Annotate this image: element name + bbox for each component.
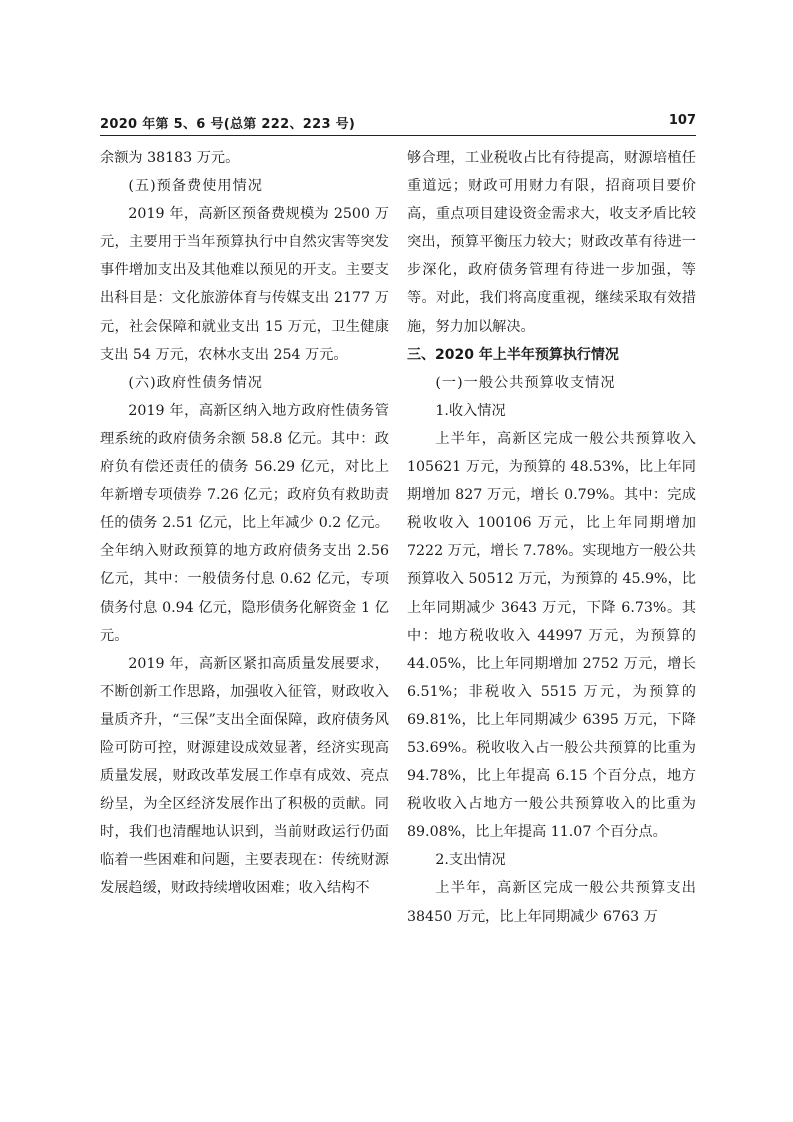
running-header	[100, 113, 696, 135]
section-heading-general-budget: (一)一般公共预算收支情况	[435, 374, 616, 391]
section-heading-government-debt: (六)政府性债务情况	[128, 374, 263, 391]
paragraph-summary: 2019 年，高新区紧扣高质量发展要求，不断创新工作思路，加强收入征管，财政收入量质齐升，“三保”支出全面保障，政府债务风险可防可控，财源建设成效显著，经济实现高质量发展，财政改革发展工作卓有成效、亮点纷呈，为全区经济发展作出了积极的贡献。同时，我们也清醒地认识到，当前财政运行仍面临着一些困难和问题，主要表现在：传统财源发展趋缓，财政持续增收困难；收入结构不	[100, 655, 389, 897]
paragraph-income: 上半年，高新区完成一般公共预算收入 105621 万元，为预算的 48.53%，比上年同期增加 827 万元，增长 0.79%。其中：完成税收收入 100106 万元，比上年同期增加 7222 万元，增长 7.78%。实现地方一般公共预算收入 50512 万元，为预算的 45.9%，比上年同期减少 3643 万元，下降 6.73%。其中：地方税收收入 44997 万元，为预算的 44.05%，比上年同期增加 2752 万元，增长 6.51%；非税收入 5515 万元，为预算的 69.81%，比上年同期减少 6395 万元，下降 53.69%。税收收入占一般公共预算的比重为 94.78%，比上年提高 6.15 个百分点，地方税收收入占地方一般公共预算收入的比重为 89.08%，比上年提高 11.07 个百分点。	[407, 430, 696, 841]
left-column	[100, 144, 389, 903]
section-heading-reserve-fund: (五)预备费使用情况	[128, 178, 263, 195]
subheading-expenditure: 2.支出情况	[435, 852, 506, 869]
right-column	[407, 144, 696, 931]
journal-issue: 2020 年第 5、6 号(总第 222、223 号)	[100, 117, 356, 132]
subheading-income: 1.收入情况	[435, 402, 506, 419]
header-rule	[100, 135, 696, 136]
paragraph-government-debt: 2019 年，高新区纳入地方政府性债务管理系统的政府债务余额 58.8 亿元。其中：政府负有偿还责任的债务 56.29 亿元，对比上年新增专项债券 7.26 亿元；政府负有救助责任的债务 2.51 亿元，比上年减少 0.2 亿元。全年纳入财政预算的地方政府债务支出 2.56 亿元，其中：一般债务付息 0.62 亿元，专项债务付息 0.94 亿元，隐形债务化解资金 1 亿元。	[100, 402, 389, 644]
page-number: 107	[668, 113, 696, 128]
paragraph-reserve-fund: 2019 年，高新区预备费规模为 2500 万元，主要用于当年预算执行中自然灾害等突发事件增加支出及其他难以预见的开支。主要支出科目是：文化旅游体育与传媒支出 2177 万元，社会保障和就业支出 15 万元，卫生健康支出 54 万元，农林水支出 254 万元。	[100, 206, 389, 363]
paragraph-summary-continued: 够合理，工业税收占比有待提高，财源培植任重道远；财政可用财力有限，招商项目要价高，重点项目建设资金需求大，收支矛盾比较突出，预算平衡压力较大；财政改革有待进一步深化，政府债务管理有待进一步加强，等等。对此，我们将高度重视，继续采取有效措施，努力加以解决。	[407, 150, 696, 335]
paragraph-expenditure: 上半年，高新区完成一般公共预算支出 38450 万元，比上年同期减少 6763 万	[407, 880, 696, 925]
paragraph-continuation: 余额为 38183 万元。	[100, 150, 240, 166]
section-heading-h1-2020: 三、2020 年上半年预算执行情况	[407, 346, 619, 363]
